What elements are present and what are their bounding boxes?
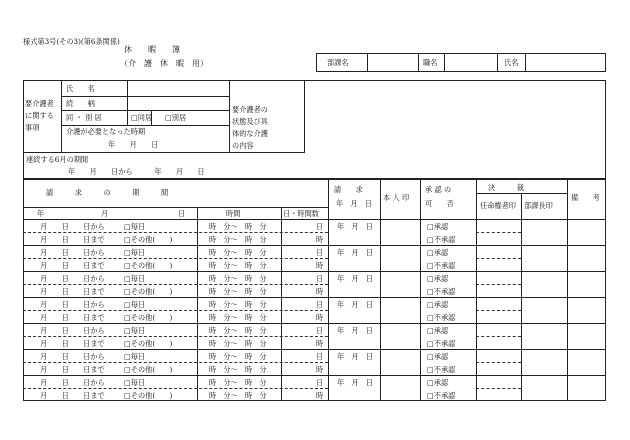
- other-checkbox[interactable]: □その他( ): [124, 391, 173, 400]
- to-date[interactable]: 月 日 日まで: [40, 365, 105, 374]
- daily-checkbox[interactable]: □毎日: [124, 378, 146, 387]
- daily-checkbox[interactable]: □毎日: [124, 326, 146, 335]
- other-checkbox[interactable]: □その他( ): [124, 287, 173, 296]
- col-year: 年: [37, 209, 45, 218]
- dept-field[interactable]: [368, 54, 418, 71]
- time-range[interactable]: 時 分〜 時 分: [209, 365, 267, 374]
- from-date[interactable]: 月 日 日から: [40, 222, 105, 231]
- to-date[interactable]: 月 日 日まで: [40, 313, 105, 322]
- time-range[interactable]: 時 分〜 時 分: [209, 300, 267, 309]
- col-days-hours: 日・時間数: [283, 209, 319, 218]
- request-date[interactable]: 年 月 日: [337, 274, 373, 283]
- other-checkbox[interactable]: □その他( ): [124, 235, 173, 244]
- to-date[interactable]: 月 日 日まで: [40, 261, 105, 270]
- to-date[interactable]: 月 日 日まで: [40, 235, 105, 244]
- unit-hour: 時: [316, 261, 324, 270]
- request-date[interactable]: 年 月 日: [337, 248, 373, 257]
- cg-relation-label: 続 柄: [66, 99, 95, 108]
- approval-header: 承 認 の: [425, 185, 452, 194]
- time-range[interactable]: 時 分〜 時 分: [209, 222, 267, 231]
- approval-sub: 可 否: [425, 199, 454, 208]
- caregiver-side-label: 要介護者 に関する 事項: [25, 99, 54, 132]
- col-day: 日: [178, 209, 186, 218]
- approve-checkbox[interactable]: □承認: [427, 248, 449, 257]
- name-field[interactable]: [526, 54, 606, 71]
- unit-day: 日: [316, 378, 324, 387]
- from-date[interactable]: 月 日 日から: [40, 326, 105, 335]
- reject-checkbox[interactable]: □不承認: [427, 287, 456, 296]
- time-range[interactable]: 時 分〜 時 分: [209, 287, 267, 296]
- other-checkbox[interactable]: □その他( ): [124, 261, 173, 270]
- need-since-date: 年 月 日: [108, 140, 159, 149]
- request-date[interactable]: 年 月 日: [337, 326, 373, 335]
- request-date[interactable]: 年 月 日: [337, 352, 373, 361]
- from-date[interactable]: 月 日 日から: [40, 352, 105, 361]
- request-date[interactable]: 年 月 日: [337, 222, 373, 231]
- col-month: 月: [101, 209, 109, 218]
- from-date[interactable]: 月 日 日から: [40, 248, 105, 257]
- form-title: 休 暇 簿: [124, 45, 180, 54]
- unit-hour: 時: [316, 339, 324, 348]
- time-range[interactable]: 時 分〜 時 分: [209, 339, 267, 348]
- period-label: 連続する6月の期間: [26, 155, 89, 164]
- time-range[interactable]: 時 分〜 時 分: [209, 248, 267, 257]
- post-label: 職名: [423, 58, 438, 67]
- approve-checkbox[interactable]: □承認: [427, 352, 449, 361]
- time-range[interactable]: 時 分〜 時 分: [209, 235, 267, 244]
- unit-hour: 時: [316, 313, 324, 322]
- unit-day: 日: [316, 326, 324, 335]
- unit-day: 日: [316, 300, 324, 309]
- reject-checkbox[interactable]: □不承認: [427, 235, 456, 244]
- unit-day: 日: [316, 352, 324, 361]
- request-date[interactable]: 年 月 日: [337, 300, 373, 309]
- approve-checkbox[interactable]: □承認: [427, 326, 449, 335]
- to-date[interactable]: 月 日 日まで: [40, 391, 105, 400]
- unit-day: 日: [316, 248, 324, 257]
- cohabit-checkbox[interactable]: □同居: [131, 113, 153, 122]
- reject-checkbox[interactable]: □不承認: [427, 261, 456, 270]
- reject-checkbox[interactable]: □不承認: [427, 365, 456, 374]
- post-field[interactable]: [445, 54, 497, 71]
- appointer-header: 任命権者印: [480, 201, 516, 210]
- period-value: 年 月 日から 年 月 日: [68, 167, 205, 176]
- approve-checkbox[interactable]: □承認: [427, 378, 449, 387]
- unit-hour: 時: [316, 391, 324, 400]
- unit-day: 日: [316, 274, 324, 283]
- reject-checkbox[interactable]: □不承認: [427, 339, 456, 348]
- form-number: 様式第3号(その3)(第6条関係): [23, 37, 120, 46]
- separate-checkbox[interactable]: □別居: [165, 113, 187, 122]
- other-checkbox[interactable]: □その他( ): [124, 365, 173, 374]
- approve-checkbox[interactable]: □承認: [427, 222, 449, 231]
- time-range[interactable]: 時 分〜 時 分: [209, 326, 267, 335]
- daily-checkbox[interactable]: □毎日: [124, 300, 146, 309]
- decision-header: 決 裁: [488, 183, 524, 192]
- reject-checkbox[interactable]: □不承認: [427, 313, 456, 322]
- unit-hour: 時: [316, 235, 324, 244]
- daily-checkbox[interactable]: □毎日: [124, 222, 146, 231]
- remarks-header: 備 考: [571, 193, 600, 202]
- daily-checkbox[interactable]: □毎日: [124, 352, 146, 361]
- time-range[interactable]: 時 分〜 時 分: [209, 352, 267, 361]
- cg-cohabit-label: 同 ・ 別 居: [66, 113, 102, 122]
- approve-checkbox[interactable]: □承認: [427, 300, 449, 309]
- daily-checkbox[interactable]: □毎日: [124, 274, 146, 283]
- unit-day: 日: [316, 222, 324, 231]
- unit-hour: 時: [316, 365, 324, 374]
- col-time: 時間: [226, 209, 241, 218]
- time-range[interactable]: 時 分〜 時 分: [209, 378, 267, 387]
- from-date[interactable]: 月 日 日から: [40, 300, 105, 309]
- chief-header: 部課長印: [524, 201, 553, 210]
- request-date-sub: 年 月 日: [336, 199, 372, 208]
- request-date-header: 請 求: [334, 185, 363, 194]
- other-checkbox[interactable]: □その他( ): [124, 313, 173, 322]
- unit-hour: 時: [316, 287, 324, 296]
- request-date[interactable]: 年 月 日: [337, 378, 373, 387]
- time-range[interactable]: 時 分〜 時 分: [209, 391, 267, 400]
- from-date[interactable]: 月 日 日から: [40, 274, 105, 283]
- reject-checkbox[interactable]: □不承認: [427, 391, 456, 400]
- condition-label: 要介護者の 状態及び具 体的な介護 の内容: [232, 105, 268, 150]
- approve-checkbox[interactable]: □承認: [427, 274, 449, 283]
- dept-label: 部課名: [327, 58, 349, 67]
- cg-name-label: 氏 名: [66, 84, 95, 93]
- from-date[interactable]: 月 日 日から: [40, 378, 105, 387]
- daily-checkbox[interactable]: □毎日: [124, 248, 146, 257]
- time-range[interactable]: 時 分〜 時 分: [209, 261, 267, 270]
- to-date[interactable]: 月 日 日まで: [40, 287, 105, 296]
- time-range[interactable]: 時 分〜 時 分: [209, 313, 267, 322]
- seal-header: 本 人 印: [383, 193, 410, 202]
- name-label: 氏名: [504, 58, 519, 67]
- form-subtitle: （介 護 休 暇 用）: [120, 59, 208, 68]
- to-date[interactable]: 月 日 日まで: [40, 339, 105, 348]
- other-checkbox[interactable]: □その他( ): [124, 339, 173, 348]
- need-since-label: 介護が必要となった時期: [66, 127, 146, 136]
- request-period-header: 請 求 の 期 間: [46, 188, 169, 197]
- time-range[interactable]: 時 分〜 時 分: [209, 274, 267, 283]
